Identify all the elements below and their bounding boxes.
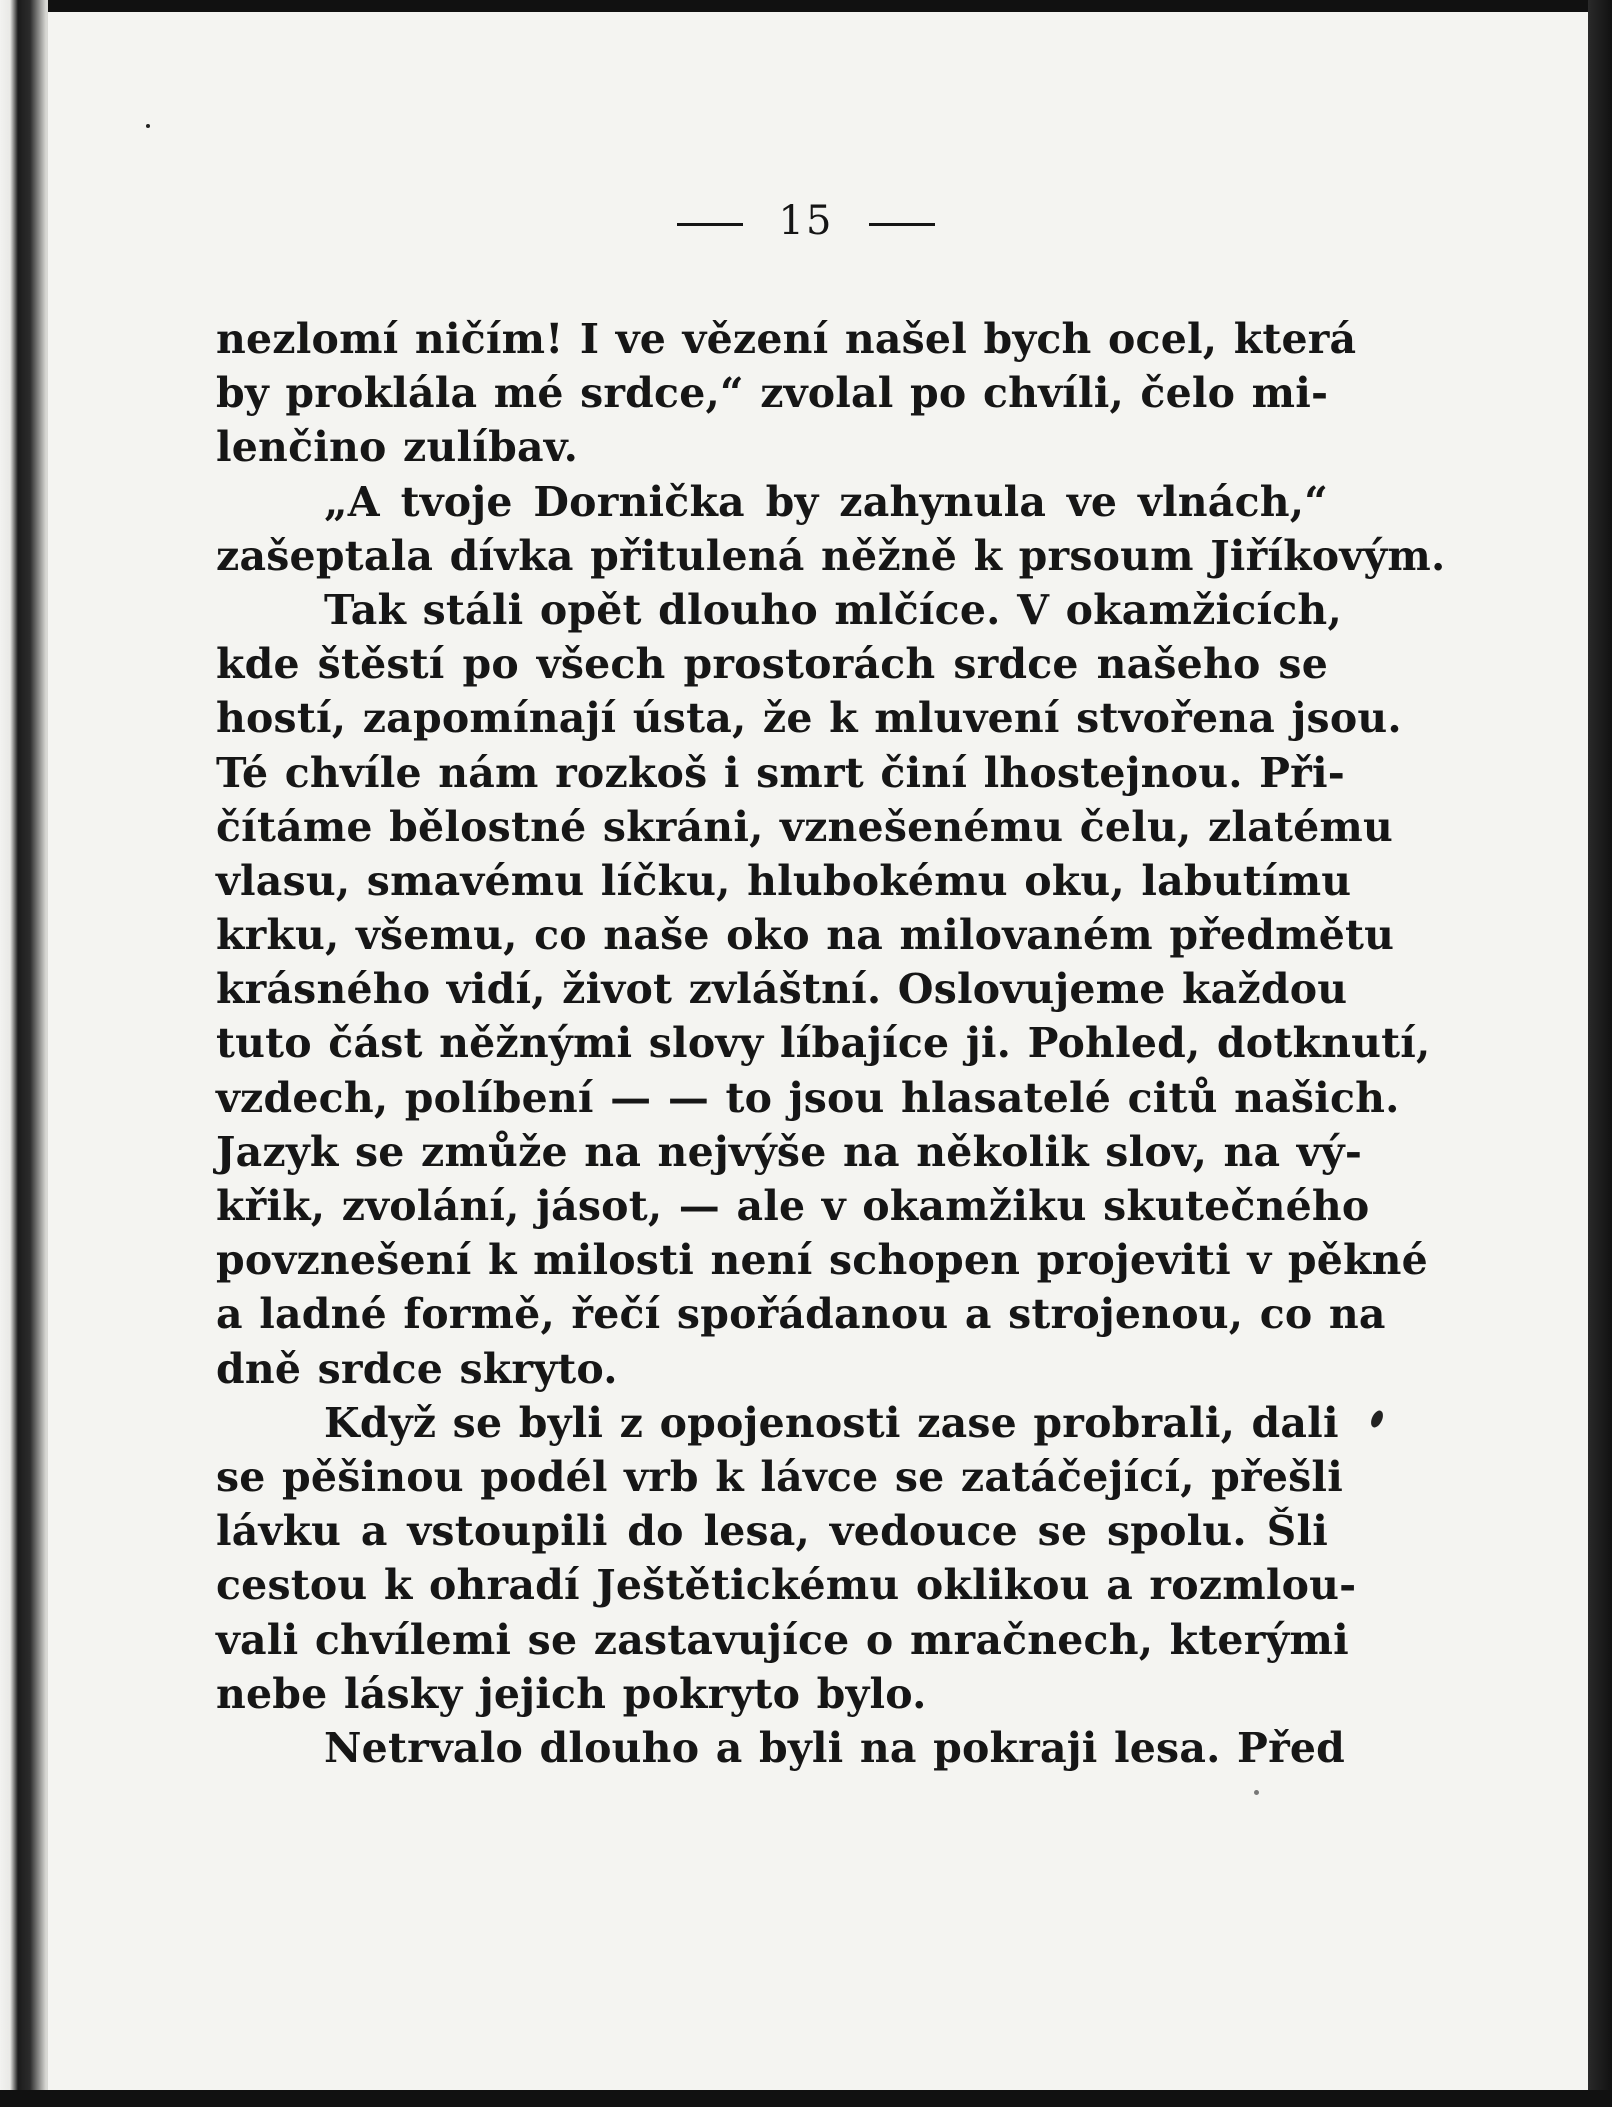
text-line: se pěšinou podél vrb k lávce se zatáčející, přešli xyxy=(216,1452,1343,1501)
text-line: povznešení k milosti není schopen projeviti v pěkné xyxy=(216,1236,1428,1285)
text-line: lenčino zulíbav. xyxy=(216,423,579,472)
scan-top-edge xyxy=(0,0,1612,12)
page-number-dash-right xyxy=(869,223,935,226)
text-line: vali chvílemi se zastavujíce o mračnech, kterými xyxy=(216,1615,1349,1664)
text-line: zašeptala dívka přitulená něžně k prsoum Jiříkovým. xyxy=(216,531,1446,580)
text-line: hostí, zapomínají ústa, že k mluvení stvořena jsou. xyxy=(216,694,1402,743)
text-line: kde štěstí po všech prostorách srdce našeho se xyxy=(216,640,1328,689)
ink-speck xyxy=(1254,1790,1259,1795)
text-line: čítáme bělostné skráni, vznešenému čelu, zlatému xyxy=(216,802,1393,851)
text-line: dně srdce skryto. xyxy=(216,1344,618,1393)
text-line: nebe lásky jejich pokryto bylo. xyxy=(216,1669,927,1718)
text-line: Tak stáli opět dlouho mlčíce. V okamžicích, xyxy=(324,585,1342,634)
scan-right-edge xyxy=(1588,0,1612,2107)
page-number xyxy=(0,198,1612,244)
text-line: vzdech, políbení — — to jsou hlasatelé citů našich. xyxy=(216,1073,1400,1122)
text-line: Jazyk se zmůže na nejvýše na několik slov, na vý- xyxy=(216,1127,1363,1176)
page-number-value: 15 xyxy=(778,198,834,244)
text-line: a ladné formě, řečí spořádanou a strojenou, co na xyxy=(216,1290,1386,1339)
text-line: nezlomí ničím! I ve vězení našel bych ocel, která xyxy=(216,315,1357,363)
text-line: by proklála mé srdce,“ zvolal po chvíli, čelo mi- xyxy=(216,369,1329,418)
text-line: krku, všemu, co naše oko na milovaném předmětu xyxy=(216,911,1395,960)
page-number-dash-left xyxy=(677,223,743,226)
text-line: Netrvalo dlouho a byli na pokraji lesa. Před xyxy=(324,1723,1346,1772)
text-line: cestou k ohradí Ještětickému oklikou a rozmlou- xyxy=(216,1561,1357,1610)
text-line: krásného vidí, život zvláštní. Oslovujeme každou xyxy=(216,965,1348,1014)
text-line: „A tvoje Dornička by zahynula ve vlnách,“ xyxy=(324,477,1328,526)
text-line: tuto část něžnými slovy líbajíce ji. Pohled, dotknutí, xyxy=(216,1019,1431,1068)
text-line: lávku a vstoupili do lesa, vedouce se spolu. Šli xyxy=(216,1507,1328,1556)
text-line: Té chvíle nám rozkoš i smrt činí lhostejnou. Při- xyxy=(216,748,1345,797)
text-line: křik, zvolání, jásot, — ale v okamžiku skutečného xyxy=(216,1182,1370,1230)
book-binding-shadow xyxy=(0,0,48,2107)
ink-speck xyxy=(146,124,150,128)
scan-bottom-edge xyxy=(0,2090,1612,2107)
text-line: Když se byli z opojenosti zase probrali, dali xyxy=(324,1398,1339,1447)
text-line: vlasu, smavému líčku, hlubokému oku, labutímu xyxy=(216,856,1352,905)
body-text xyxy=(216,312,1446,1775)
